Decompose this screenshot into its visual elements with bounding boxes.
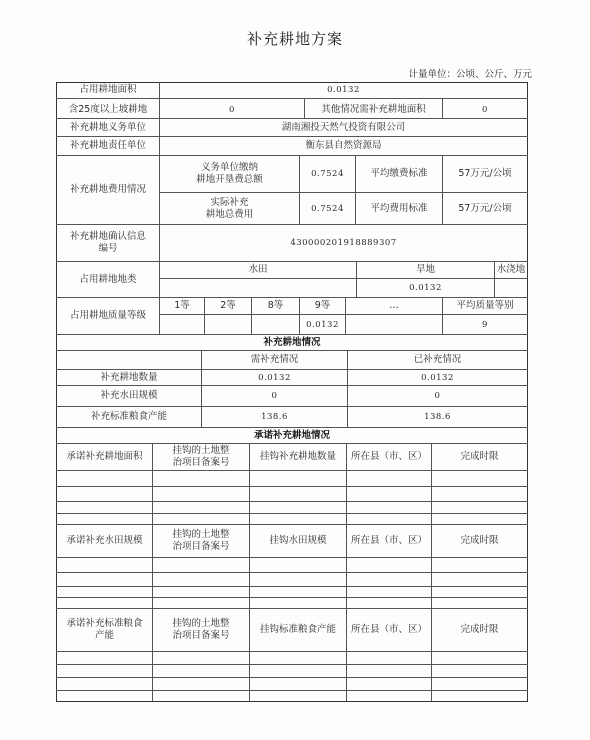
land-type-paddy: 水田 [248,264,268,275]
grade-2: 2等 [220,300,236,311]
promise-paddy-scale-header: 挂钩水田规模 [269,535,327,546]
grid-rule [56,572,528,573]
supplement-paddy-done: 0 [434,391,441,401]
grid-rule [56,651,528,652]
avg-cost-value: 57万元/公顷 [458,202,512,214]
quality-label: 占用耕地质量等级 [69,310,146,321]
grid-rule [152,443,153,701]
promise-section-title: 承诺补充耕地情况 [253,429,330,441]
obligor-value: 湖南湘投天然气投资有限公司 [281,121,406,133]
responsible-label: 补充耕地责任单位 [69,140,146,151]
done-header: 已补充情况 [413,354,462,365]
other-area-value: 0 [482,104,488,115]
cost-paid-label: 义务单位缴纳 耕地开垦费总额 [196,162,263,185]
supplement-quantity-done: 0.0132 [421,372,454,383]
other-area-label: 其他情况需补充耕地面积 [321,103,426,115]
promise-area-project-no-header: 挂钩的土地整 治项目备案号 [172,445,230,468]
supplement-quantity-need: 0.0132 [258,372,291,383]
land-type-irrigated-value [495,279,527,297]
promise-area-label: 承诺补充耕地面积 [66,451,143,462]
supplement-quantity-label: 补充耕地数量 [100,371,158,383]
occupied-area-value: 0.0132 [327,85,360,95]
grade-9: 9等 [314,300,331,311]
occupied-area-label: 占用耕地面积 [79,84,137,95]
grid-rule [56,98,528,99]
land-type-dry: 旱地 [415,264,435,275]
slope-label: 含25度以上坡耕地 [68,103,148,115]
promise-area-quantity-header: 挂钩补充耕地数量 [259,451,336,462]
promise-grain-label: 承诺补充标准粮食 产能 [66,618,143,641]
avg-cost-label: 平均费用标准 [370,202,428,214]
land-type-label: 占用耕地地类 [79,273,137,285]
land-type-irrigated: 水浇地 [496,264,526,275]
supplement-paddy-label: 补充水田规模 [100,390,158,401]
grid-rule [56,597,528,598]
avg-quality-grade-value: 9 [482,319,488,330]
avg-fee-label: 平均缴费标准 [370,168,428,179]
avg-fee-value: 57万元/公顷 [458,168,512,179]
grid-rule [56,513,528,514]
confirm-label: 补充耕地确认信息 编号 [69,231,146,254]
cost-label: 补充耕地费用情况 [69,184,146,195]
grid-rule [56,664,528,665]
grid-rule [249,443,250,701]
need-header: 需补充情况 [250,354,299,365]
grid-rule [56,470,528,471]
promise-paddy-label: 承诺补充水田规模 [66,535,143,546]
units-note: 计量单位：公顷、公斤、万元 [408,69,532,80]
grid-rule [56,677,528,678]
avg-quality-grade-header: 平均质量等别 [456,300,514,311]
grade-8: 8等 [267,300,284,311]
cost-actual-label: 实际补充 耕地总费用 [205,196,254,220]
grid-rule [56,557,528,558]
promise-grain-deadline-header: 完成时限 [460,624,499,635]
promise-grain-capacity-header: 挂钩标准粮食产能 [259,624,336,635]
grade-ellipsis: … [389,300,399,311]
grid-rule [56,586,528,587]
promise-paddy-county-header: 所在县（市、区） [350,535,427,546]
supplement-grain-need: 138.6 [261,412,288,422]
responsible-value: 衡东县自然资源局 [305,140,382,151]
grade-9-value: 0.0132 [306,319,339,330]
supplement-grain-done: 138.6 [424,412,451,422]
grid-rule [346,443,347,701]
obligor-label: 补充耕地义务单位 [69,121,146,133]
cost-actual-value: 0.7524 [311,203,344,214]
land-type-dry-value: 0.0132 [409,283,442,293]
grid-rule [56,690,528,691]
grid-rule [431,443,432,701]
supplement-paddy-need: 0 [271,391,278,401]
cost-paid-value: 0.7524 [311,169,344,179]
promise-paddy-deadline-header: 完成时限 [460,535,499,546]
promise-grain-county-header: 所在县（市、区） [350,624,427,635]
promise-grain-project-no-header: 挂钩的土地整 治项目备案号 [172,618,230,641]
supplement-grain-label: 补充标准粮食产能 [90,411,167,422]
grid-rule [56,501,528,502]
grade-1: 1等 [174,300,190,311]
supplement-section-title: 补充耕地情况 [263,336,321,348]
land-type-paddy-value [160,279,356,297]
document-title: 补充耕地方案 [246,30,343,48]
grid-rule [56,486,528,487]
promise-area-county-header: 所在县（市、区） [350,451,427,462]
promise-area-deadline-header: 完成时限 [460,451,499,462]
confirm-number: 430000201918889307 [290,238,397,248]
slope-value: 0 [229,104,235,115]
promise-paddy-project-no-header: 挂钩的土地整 治项目备案号 [172,529,230,552]
